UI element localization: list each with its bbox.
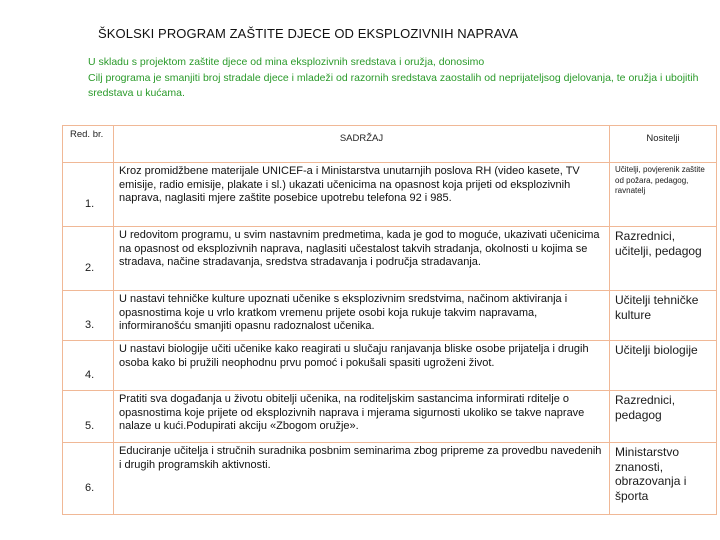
table-row — [63, 227, 717, 291]
table-row — [63, 341, 717, 391]
row-number: 1. — [63, 163, 114, 227]
intro-line-1: U skladu s projektom zaštite djece od mina eksplozivnih sredstava i oružja, donosimo — [88, 56, 485, 68]
row-number: 4. — [63, 341, 114, 391]
intro-line-2: Cilj programa je smanjiti broj stradale djece i mladeži od razornih sredstava zaostalih od neprijateljsog djelovanja, te oružja i ubojitih sredstava u kućama. — [88, 71, 699, 99]
table-row — [63, 443, 717, 515]
row-number: 6. — [63, 443, 114, 515]
row-content: Pratiti sva događanja u životu obitelji učenika, na roditeljskim sastancima informirati rditelje o opasnostima koje prijete od eksplozivnih naprava i mjerama sigurnosti ukoliko se takve naprave nalaze u kući.Podupirati akciju «Zbogom oružje». — [114, 391, 610, 443]
row-holders: Razrednici, učitelji, pedagog — [610, 227, 717, 291]
row-holders: Učitelji biologije — [610, 341, 717, 391]
table-row — [63, 163, 717, 227]
row-content: U nastavi biologije učiti učenike kako reagirati u slučaju ranjavanja bliske osobe prijatelja i drugih osoba kako bi pružili neophodnu prvu pomoć i pokušali spasiti ugroženi život. — [114, 341, 610, 391]
program-table — [62, 125, 717, 515]
intro-text — [88, 55, 714, 102]
page-title: ŠKOLSKI PROGRAM ZAŠTITE DJECE OD EKSPLOZIVNIH NAPRAVA — [98, 26, 519, 41]
row-content: U redovitom programu, u svim nastavnim predmetima, kada je god to moguće, ukazivati učenicima na opasnost od eksplozivnih naprava, naglasiti učestalost takvih stradanja, okolnosti u kojima se stradava, načine stradavanja, sredstva stradavanja i područja stradavanja. — [114, 227, 610, 291]
table-row — [63, 291, 717, 341]
row-number: 2. — [63, 227, 114, 291]
row-holders: Razrednici, pedagog — [610, 391, 717, 443]
row-holders: Učitelji, povjerenik zaštite od požara, pedagog, ravnatelj — [610, 163, 717, 227]
row-content: U nastavi tehničke kulture upoznati učenike s eksplozivnim sredstvima, načinom aktiviranja i opasnostima koje u vrlo kratkom vremenu prijete osobi koja rukuje takvim napravama, informiranošću smanjiti opasnu radoznalost učenika. — [114, 291, 610, 341]
row-content: Educiranje učitelja i stručnih suradnika posbnim seminarima zbog pripreme za provedbu navedenih i drugih programskih aktivnosti. — [114, 443, 610, 515]
row-number: 5. — [63, 391, 114, 443]
row-content: Kroz promidžbene materijale UNICEF-a i Ministarstva unutarnjih poslova RH (video kasete, TV emisije, radio emisije, plakate i sl.) ukazati učenicima na opasnost koja prijeti od eksplozivnih naprava, naglasiti mjere zaštite posebice upotrebu telefona 92 i 985. — [114, 163, 610, 227]
header-content: SADRŽAJ — [114, 126, 610, 163]
header-number: Red. br. — [63, 126, 114, 163]
row-holders: Učitelji tehničke kulture — [610, 291, 717, 341]
table-header-row — [63, 126, 717, 163]
table-row — [63, 391, 717, 443]
row-number: 3. — [63, 291, 114, 341]
header-holders: Nositelji — [610, 126, 717, 163]
row-holders: Ministarstvo znanosti, obrazovanja i športa — [610, 443, 717, 515]
